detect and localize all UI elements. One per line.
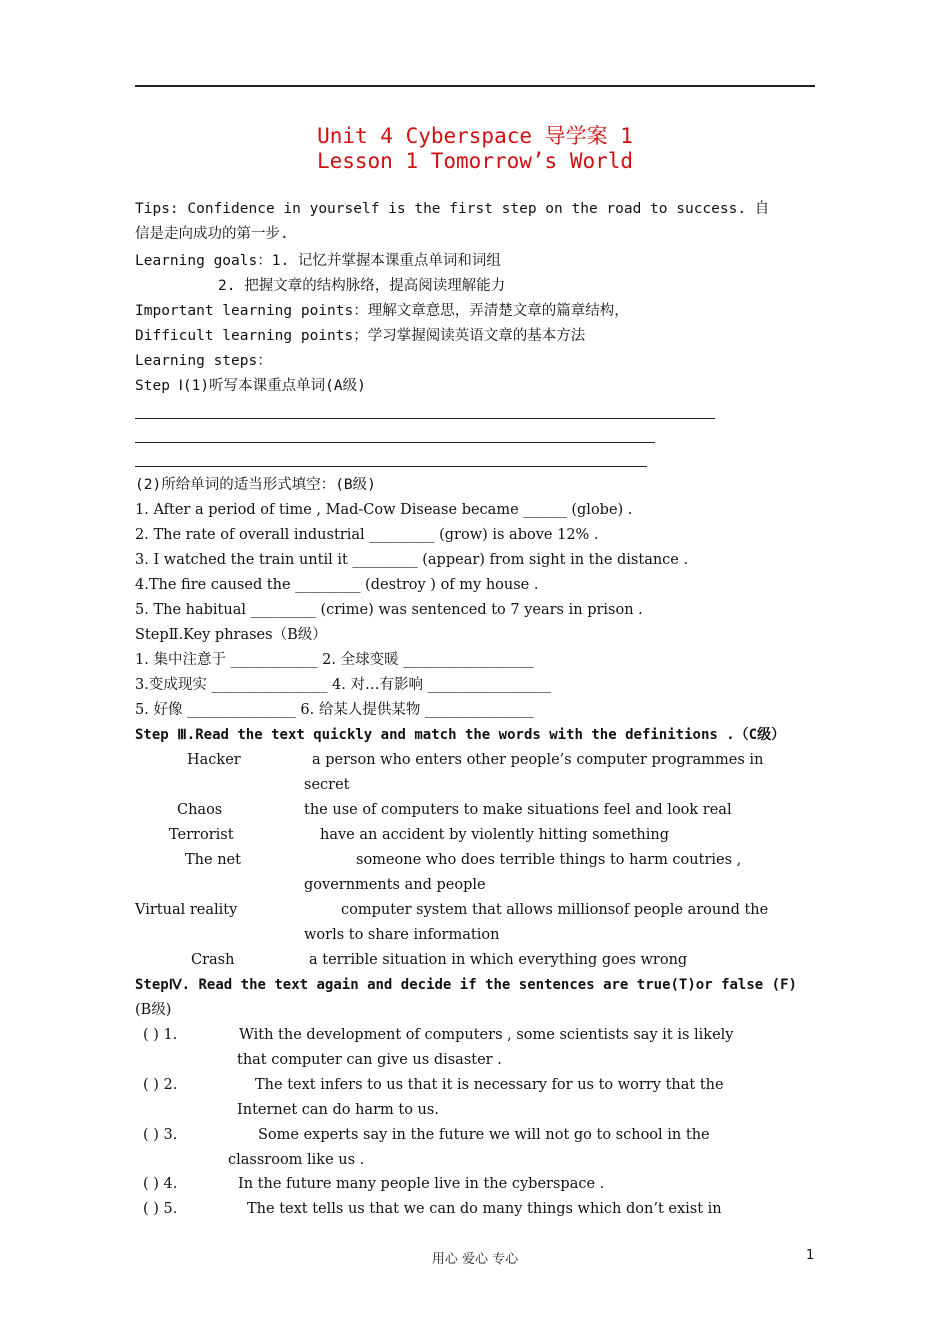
- match-word-virtual-reality: Virtual reality: [135, 902, 238, 918]
- answer-line-3: [135, 466, 647, 467]
- match-def-1b: secret: [304, 777, 350, 793]
- page-number: 1: [806, 1248, 815, 1263]
- phrase-row-3: 5. 好像 _______________ 6. 给某人提供某物 _______________: [135, 702, 534, 718]
- step4-level: (B级): [135, 1002, 172, 1018]
- match-word-chaos: Chaos: [177, 802, 223, 818]
- phrase-row-2: 3.变成现实 ________________ 4. 对…有影响 _________________: [135, 677, 551, 693]
- match-def-5b: worls to share information: [304, 927, 500, 943]
- tf-text-1-cont: that computer can give us disaster .: [237, 1052, 502, 1068]
- learning-goals-1: Learning goals：1. 记忆并掌握本课重点单词和词组: [135, 253, 501, 269]
- tf-text-5: The text tells us that we can do many things which don’t exist in: [247, 1201, 722, 1217]
- match-def-4b: governments and people: [304, 877, 486, 893]
- fill-item-4: 4.The fire caused the _________ (destroy ) of my house .: [135, 577, 539, 593]
- step4-heading: StepⅣ. Read the text again and decide if the sentences are true(T)or false (F): [135, 977, 797, 993]
- step2-heading: StepⅡ.Key phrases（B级）: [135, 627, 327, 643]
- match-def-3: have an accident by violently hitting something: [320, 827, 670, 843]
- phrase-row-1: 1. 集中注意于 ____________ 2. 全球变暖 __________________: [135, 652, 534, 668]
- tf-text-4: In the future many people live in the cyberspace .: [238, 1176, 605, 1192]
- match-def-6: a terrible situation in which everything goes wrong: [309, 952, 688, 968]
- match-word-hacker: Hacker: [187, 752, 241, 768]
- tf-text-3: Some experts say in the future we will not go to school in the: [258, 1127, 710, 1143]
- learning-steps-label: Learning steps：: [135, 353, 272, 369]
- tf-mark-4: ( ) 4.: [143, 1176, 178, 1192]
- match-word-crash: Crash: [191, 952, 235, 968]
- tips-line-1: Tips: Confidence in yourself is the first step on the road to success. 自: [135, 201, 770, 217]
- answer-line-2: [135, 442, 655, 443]
- tf-mark-5: ( ) 5.: [143, 1201, 178, 1217]
- step1-heading: Step Ⅰ(1)听写本课重点单词(A级): [135, 378, 366, 394]
- unit-title: Unit 4 Cyberspace 导学案 1: [317, 124, 633, 148]
- match-word-the-net: The net: [185, 852, 241, 868]
- tf-text-2-cont: Internet can do harm to us.: [237, 1102, 439, 1118]
- step1-sub-heading: (2)所给单词的适当形式填空：(B级): [135, 477, 376, 493]
- page-footer: 用心 爱心 专心: [431, 1252, 519, 1267]
- tf-mark-1: ( ) 1.: [143, 1027, 178, 1043]
- tf-text-3-cont: classroom like us .: [228, 1152, 365, 1168]
- difficult-points: Difficult learning points；学习掌握阅读英语文章的基本方法: [135, 328, 586, 344]
- tf-mark-3: ( ) 3.: [143, 1127, 178, 1143]
- answer-line-1: [135, 418, 715, 419]
- fill-item-2: 2. The rate of overall industrial _________ (grow) is above 12% .: [135, 527, 599, 543]
- learning-goals-2: 2. 把握文章的结构脉络，提高阅读理解能力: [218, 278, 506, 294]
- step3-heading: Step Ⅲ.Read the text quickly and match the words with the definitions .（C级）: [135, 727, 786, 743]
- important-points: Important learning points：理解文章意思，弄清楚文章的篇章结构，: [135, 303, 629, 319]
- tf-text-2: The text infers to us that it is necessary for us to worry that the: [255, 1077, 724, 1093]
- header-rule: [135, 85, 815, 87]
- tf-mark-2: ( ) 2.: [143, 1077, 178, 1093]
- match-word-terrorist: Terrorist: [169, 827, 234, 843]
- lesson-title: Lesson 1 Tomorrow’s World: [316, 149, 634, 173]
- match-def-5: computer system that allows millionsof people around the: [341, 902, 769, 918]
- fill-item-5: 5. The habitual _________ (crime) was sentenced to 7 years in prison .: [135, 602, 643, 618]
- match-def-4: someone who does terrible things to harm coutries ,: [356, 852, 742, 868]
- match-def-2: the use of computers to make situations feel and look real: [304, 802, 732, 818]
- match-def-1: a person who enters other people’s computer programmes in: [312, 752, 764, 768]
- fill-item-1: 1. After a period of time , Mad-Cow Disease became ______ (globe) .: [135, 502, 633, 518]
- tips-line-2: 信是走向成功的第一步.: [135, 226, 289, 242]
- fill-item-3: 3. I watched the train until it _________ (appear) from sight in the distance .: [135, 552, 689, 568]
- tf-text-1: With the development of computers , some scientists say it is likely: [239, 1027, 734, 1043]
